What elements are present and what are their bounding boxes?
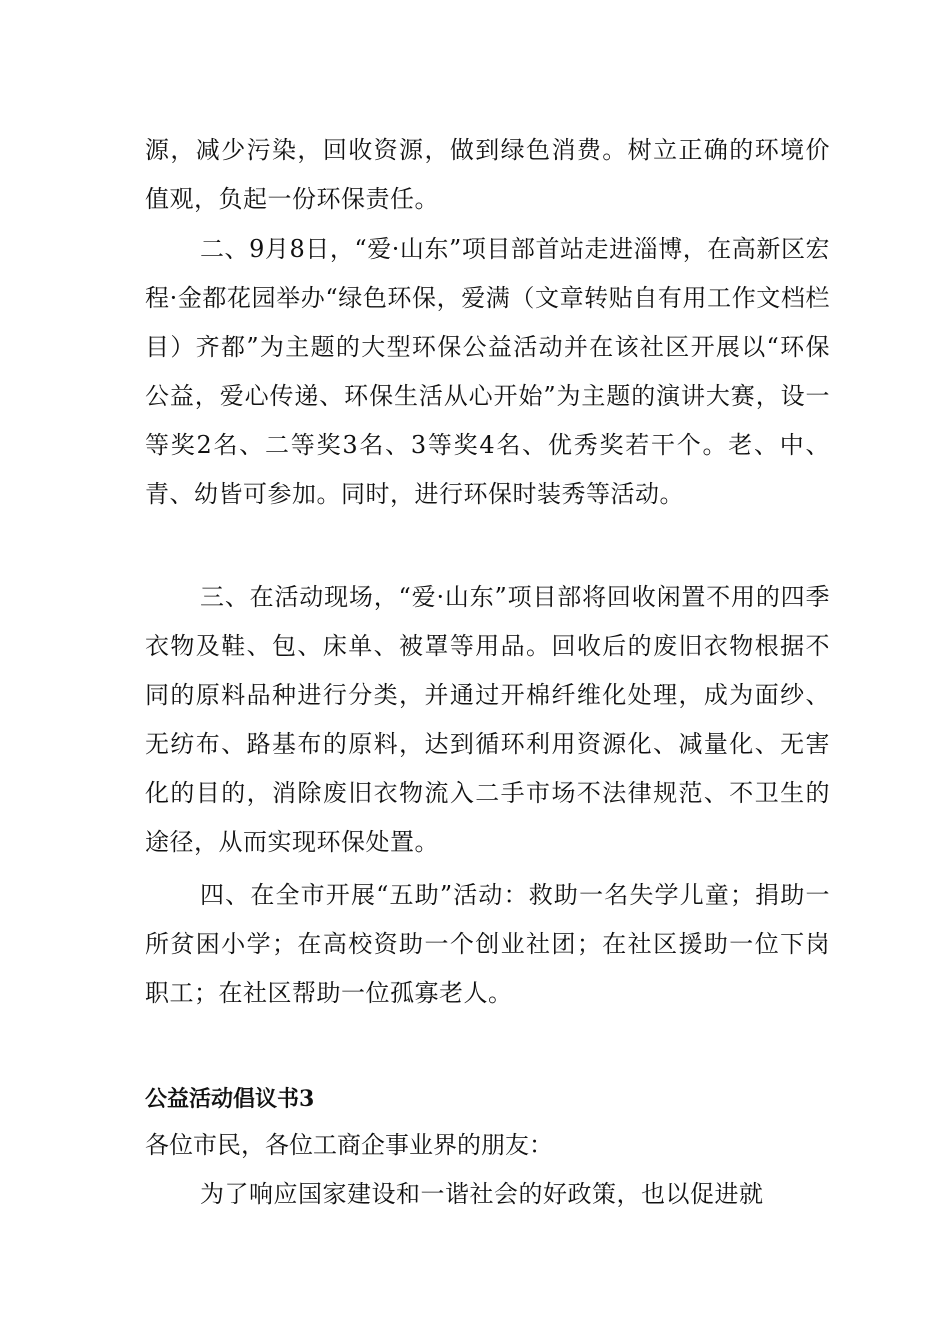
salutation: 各位市民，各位工商企事业界的朋友： [145, 1131, 553, 1159]
section-heading: 公益活动倡议书3 [145, 1086, 315, 1112]
paragraph-item-four: 四、在全市开展“五助”活动：救助一名失学儿童；捐助一所贫困小学；在高校资助一个创业社团；在社区援助一位下岗职工；在社区帮助一位孤寡老人。 [145, 881, 830, 1007]
paragraph-item-three: 三、在活动现场，“爱·山东”项目部将回收闲置不用的四季衣物及鞋、包、床单、被罩等用品。回收后的废旧衣物根据不同的原料品种进行分类，并通过开棉纤维化处理，成为面纱、无纺布、路基布的原料，达到循环利用资源化、减量化、无害化的目的，消除废旧衣物流入二手市场不法律规范、不卫生的途径，从而实现环保处置。 [145, 583, 830, 856]
paragraph-opening: 为了响应国家建设和一谐社会的好政策，也以促进就 [200, 1180, 764, 1208]
paragraph-continuation: 源，减少污染，回收资源，做到绿色消费。树立正确的环境价值观，负起一份环保责任。 [145, 136, 830, 213]
paragraph-item-two: 二、9月8日，“爱·山东”项目部首站走进淄博，在高新区宏程·金都花园举办“绿色环保，爱满（文章转贴自有用工作文档栏目）齐都”为主题的大型环保公益活动并在该社区开展以“环保公益，爱心传递、环保生活从心开始”为主题的演讲大赛，设一等奖2名、二等奖3名、3等奖4名、优秀奖若干个。老、中、青、幼皆可参加。同时，进行环保时装秀等活动。 [145, 235, 830, 508]
